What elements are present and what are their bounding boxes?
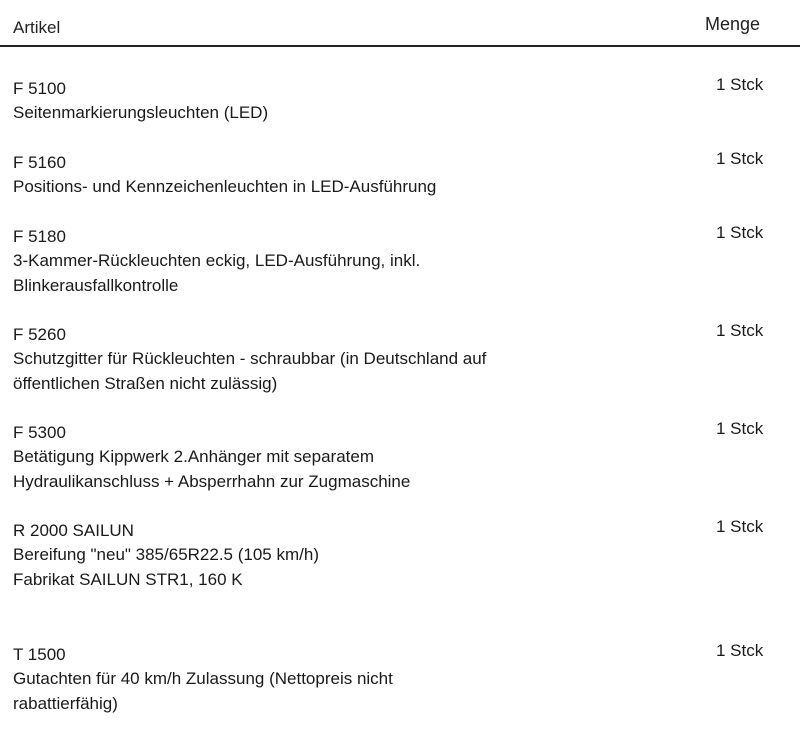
item-description xyxy=(13,249,573,298)
item-quantity: 1 Stck xyxy=(716,419,764,438)
item-description-line: Positions- und Kennzeichenleuchten in LED-Ausführung xyxy=(13,177,437,196)
item-description xyxy=(13,101,573,126)
item-description xyxy=(13,175,573,200)
item-code: F 5300 xyxy=(13,423,66,442)
item-quantity: 1 Stck xyxy=(716,321,764,340)
item-description xyxy=(13,445,573,494)
item-quantity: 1 Stck xyxy=(716,223,764,242)
column-header-menge: Menge xyxy=(705,14,761,34)
item-description xyxy=(13,543,573,592)
item-description-line: Schutzgitter für Rückleuchten - schraubbar (in Deutschland auf xyxy=(13,349,487,368)
item-quantity: 1 Stck xyxy=(716,75,764,94)
item-description-line: öffentlichen Straßen nicht zulässig) xyxy=(13,373,278,393)
item-description-line: Betätigung Kippwerk 2.Anhänger mit separatem xyxy=(13,447,374,466)
item-code: F 5260 xyxy=(13,325,66,344)
item-quantity: 1 Stck xyxy=(716,517,764,536)
item-description-line: Hydraulikanschluss + Absperrhahn zur Zugmaschine xyxy=(13,471,411,491)
item-description xyxy=(13,347,573,396)
item-quantity: 1 Stck xyxy=(716,149,764,168)
item-description xyxy=(13,667,573,716)
item-code: T 1500 xyxy=(13,645,66,664)
item-code: R 2000 SAILUN xyxy=(13,521,134,540)
header-divider xyxy=(0,45,800,47)
item-code: F 5100 xyxy=(13,79,66,98)
item-code: F 5180 xyxy=(13,227,66,246)
item-description-line: Blinkerausfallkontrolle xyxy=(13,275,179,295)
item-description-line: Gutachten für 40 km/h Zulassung (Nettopreis nicht xyxy=(13,669,393,688)
table-header xyxy=(0,0,800,46)
column-header-artikel: Artikel xyxy=(13,18,61,37)
item-description-line: rabattierfähig) xyxy=(13,693,118,713)
item-description-line: 3-Kammer-Rückleuchten eckig, LED-Ausführung, inkl. xyxy=(13,251,421,270)
item-description-line: Fabrikat SAILUN STR1, 160 K xyxy=(13,569,243,589)
item-description-line: Bereifung "neu" 385/65R22.5 (105 km/h) xyxy=(13,545,319,564)
item-quantity: 1 Stck xyxy=(716,641,764,660)
item-code: F 5160 xyxy=(13,153,66,172)
item-description-line: Seitenmarkierungsleuchten (LED) xyxy=(13,103,269,122)
